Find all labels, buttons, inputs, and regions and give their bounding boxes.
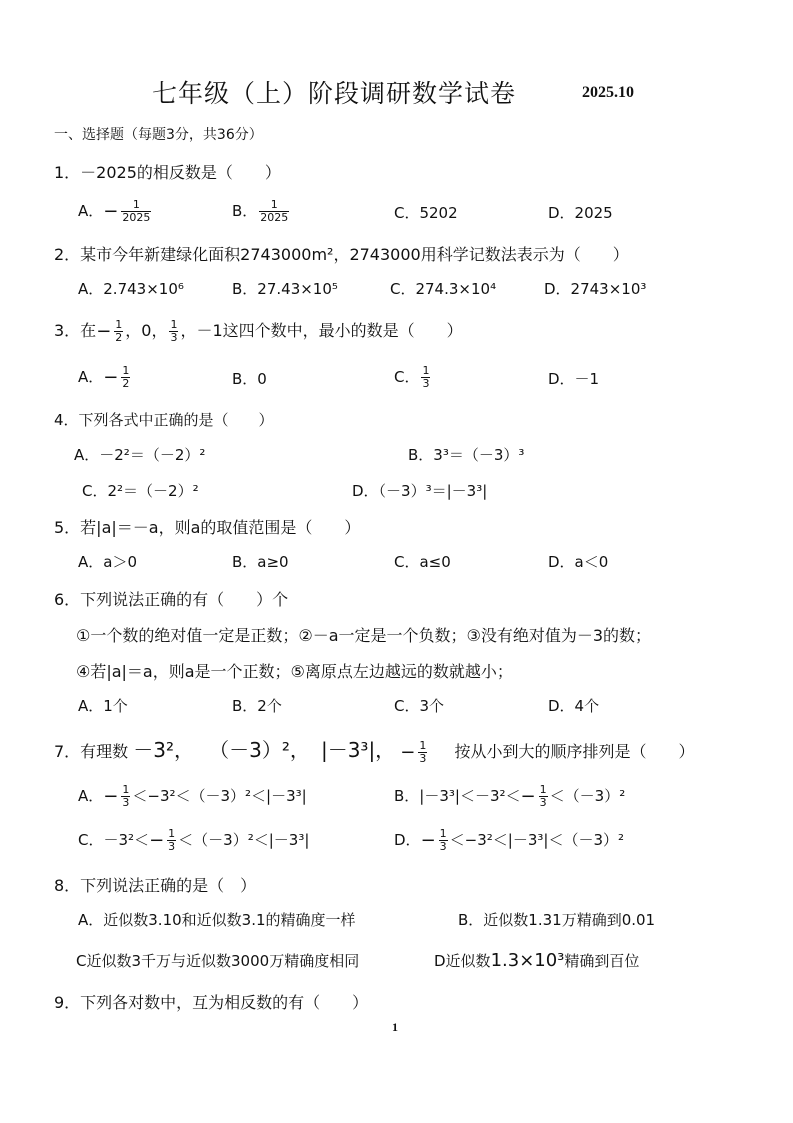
fraction bbox=[421, 365, 430, 390]
page-number: 1 bbox=[392, 1020, 398, 1034]
fraction bbox=[121, 365, 130, 390]
q5-option-a: A．a＞0 bbox=[78, 553, 137, 571]
minus-sign: − bbox=[103, 367, 119, 388]
q3-option-c bbox=[394, 365, 432, 390]
q1-option-c: C．5202 bbox=[394, 204, 458, 222]
q4-option-a: A．－2²＝（－2）² bbox=[74, 446, 206, 464]
exam-date: 2025.10 bbox=[582, 84, 634, 101]
option-text: 精确到百位 bbox=[564, 952, 640, 970]
denominator: 2 bbox=[115, 331, 123, 344]
denominator: 2 bbox=[122, 377, 130, 390]
fraction bbox=[259, 199, 289, 224]
denominator: 3 bbox=[539, 796, 547, 809]
term: （－3）²， bbox=[209, 738, 310, 762]
stem-text: 7．有理数 bbox=[54, 742, 129, 761]
section-heading: 一、选择题（每题3分，共36分） bbox=[54, 127, 263, 143]
minus-sign: − bbox=[103, 786, 119, 807]
q6-option-c: C．3个 bbox=[394, 697, 445, 715]
q6-statements-line1: ①一个数的绝对值一定是正数；②－a一定是一个负数；③没有绝对值为－3的数； bbox=[76, 626, 652, 645]
option-label: C． bbox=[78, 831, 104, 849]
fraction bbox=[539, 784, 548, 809]
option-text: －3² bbox=[103, 831, 135, 849]
option-label: C． bbox=[394, 368, 420, 386]
stem-text: ，－1这四个数中，最小的数是（ ） bbox=[180, 321, 463, 340]
page-title: 七年级（上）阶段调研数学试卷 bbox=[152, 79, 517, 108]
option-label: A． bbox=[78, 202, 104, 220]
q5-option-c: C．a≤0 bbox=[394, 553, 451, 571]
numerator: 1 bbox=[168, 827, 176, 840]
q4-option-b: B．3³＝（－3）³ bbox=[408, 446, 525, 464]
question-2-stem: 2．某市今年新建绿化面积2743000m²，2743000用科学记数法表示为（ ） bbox=[54, 245, 629, 264]
q7-option-a bbox=[78, 784, 307, 809]
fraction bbox=[167, 828, 176, 853]
q6-option-b: B．2个 bbox=[232, 697, 282, 715]
option-text: D近似数 bbox=[434, 952, 491, 970]
option-text: （－3）² bbox=[564, 787, 626, 805]
minus-sign: − bbox=[103, 201, 119, 222]
q2-option-c: C．274.3×10⁴ bbox=[390, 280, 497, 298]
denominator: 3 bbox=[419, 752, 427, 765]
option-label: D． bbox=[394, 831, 421, 849]
math-expression: 1.3×10³ bbox=[490, 950, 565, 971]
numerator: 1 bbox=[122, 783, 130, 796]
q5-option-d: D．a＜0 bbox=[548, 553, 609, 571]
q3-option-a bbox=[78, 365, 132, 390]
q1-option-d: D．2025 bbox=[548, 204, 613, 222]
numerator: 1 bbox=[115, 318, 123, 331]
term: |－3³|， bbox=[320, 738, 396, 762]
numerator: 1 bbox=[121, 199, 151, 212]
option-text: −3²＜|－3³|＜（－3）² bbox=[464, 831, 625, 849]
question-6-stem: 6．下列说法正确的有（ ）个 bbox=[54, 590, 289, 609]
less-than: ＜ bbox=[134, 831, 150, 849]
fraction bbox=[169, 319, 178, 344]
less-than: ＜ bbox=[505, 787, 521, 805]
denominator: 3 bbox=[168, 840, 176, 853]
q1-option-b bbox=[232, 199, 291, 224]
q5-option-b: B．a≥0 bbox=[232, 553, 289, 571]
minus-sign: − bbox=[149, 830, 165, 851]
q6-statements-line2: ④若|a|＝a，则a是一个正数；⑤离原点左边越远的数就越小； bbox=[76, 662, 513, 681]
numerator: 1 bbox=[122, 364, 130, 377]
q7-option-c bbox=[78, 828, 309, 853]
question-4-stem: 4．下列各式中正确的是（ ） bbox=[54, 411, 274, 429]
less-than: ＜ bbox=[449, 831, 465, 849]
numerator: 1 bbox=[439, 827, 447, 840]
option-label: B． bbox=[232, 202, 258, 220]
q4-option-c: C．2²＝（－2）² bbox=[82, 482, 199, 500]
minus-sign: − bbox=[96, 321, 112, 342]
option-label: A． bbox=[78, 787, 104, 805]
less-than: ＜ bbox=[178, 831, 194, 849]
question-1-stem: 1．－2025的相反数是（ ） bbox=[54, 163, 281, 182]
q3-option-d: D．－1 bbox=[548, 370, 600, 388]
q8-option-b: B．近似数1.31万精确到0.01 bbox=[458, 911, 656, 929]
q2-option-d: D．2743×10³ bbox=[544, 280, 647, 298]
term: －3²， bbox=[133, 738, 195, 762]
denominator: 2025 bbox=[260, 211, 289, 224]
question-7-stem bbox=[54, 734, 694, 765]
q8-option-c: C近似数3千万与近似数3000万精确度相同 bbox=[76, 952, 360, 970]
q6-option-a: A．1个 bbox=[78, 697, 128, 715]
question-9-stem: 9．下列各对数中，互为相反数的有（ ） bbox=[54, 993, 369, 1012]
option-label: A． bbox=[78, 368, 104, 386]
fraction bbox=[121, 199, 151, 224]
fraction bbox=[418, 740, 427, 765]
q2-option-a: A．2.743×10⁶ bbox=[78, 280, 184, 298]
q6-option-d: D．4个 bbox=[548, 697, 600, 715]
denominator: 3 bbox=[122, 796, 130, 809]
question-5-stem: 5．若|a|＝－a，则a的取值范围是（ ） bbox=[54, 518, 361, 537]
option-text: （－3）²＜|－3³| bbox=[193, 831, 310, 849]
q4-option-d: D．（－3）³＝|－3³| bbox=[352, 482, 488, 500]
numerator: 1 bbox=[539, 783, 547, 796]
numerator: 1 bbox=[422, 364, 430, 377]
minus-sign: − bbox=[420, 830, 436, 851]
option-text: |－3³|＜－3² bbox=[419, 787, 506, 805]
q7-option-b bbox=[394, 784, 625, 809]
option-label: B． bbox=[394, 787, 420, 805]
fraction bbox=[121, 784, 130, 809]
denominator: 3 bbox=[170, 331, 178, 344]
minus-sign: − bbox=[520, 786, 536, 807]
less-than: ＜ bbox=[132, 787, 148, 805]
denominator: 3 bbox=[439, 840, 447, 853]
denominator: 3 bbox=[422, 377, 430, 390]
numerator: 1 bbox=[419, 739, 427, 752]
q2-option-b: B．27.43×10⁵ bbox=[232, 280, 338, 298]
stem-text: ，0， bbox=[125, 321, 168, 340]
q7-option-d bbox=[394, 828, 624, 853]
option-text: −3²＜（－3）²＜|－3³| bbox=[147, 787, 307, 805]
question-3-stem bbox=[54, 318, 463, 344]
fraction bbox=[114, 319, 123, 344]
stem-text: 按从小到大的顺序排列是（ ） bbox=[454, 742, 695, 761]
question-8-stem: 8．下列说法正确的是（ ） bbox=[54, 876, 257, 895]
denominator: 2025 bbox=[122, 211, 151, 224]
stem-text: 3．在 bbox=[54, 321, 97, 340]
less-than: ＜ bbox=[549, 787, 565, 805]
q8-option-d bbox=[434, 950, 639, 971]
fraction bbox=[439, 828, 448, 853]
q3-option-b: B．0 bbox=[232, 370, 267, 388]
q8-option-a: A．近似数3.10和近似数3.1的精确度一样 bbox=[78, 911, 356, 929]
numerator: 1 bbox=[170, 318, 178, 331]
minus-sign: − bbox=[400, 742, 416, 763]
q1-option-a bbox=[78, 199, 153, 224]
numerator: 1 bbox=[259, 199, 289, 212]
